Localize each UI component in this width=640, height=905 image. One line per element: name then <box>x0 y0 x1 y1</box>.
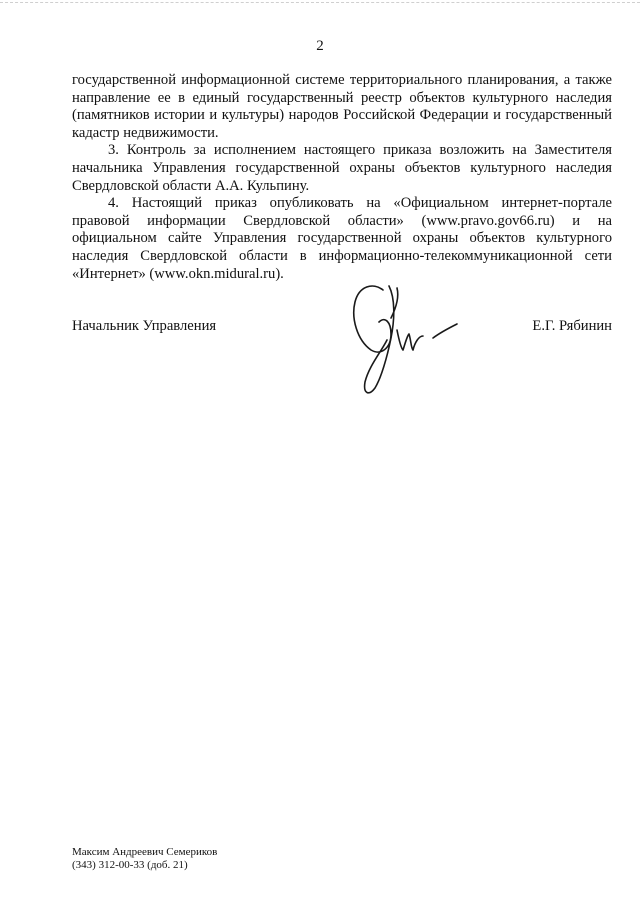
page-number: 2 <box>316 38 324 54</box>
handwritten-signature <box>345 278 465 413</box>
signer-position: Начальник Управления <box>72 318 217 334</box>
document-body <box>72 72 612 283</box>
executor-info <box>72 846 217 872</box>
signer-name: Е.Г. Рябинин <box>532 318 612 334</box>
scan-edge-line <box>0 2 640 3</box>
paragraph-item-4: 4. Настоящий приказ опубликовать на «Официальном интернет-портале правовой информации Свердловской области» (www.pravo.gov66.ru) и на официальном сайте Управления государственной охраны объектов культурного наследия Свердловской области в информационно-телекоммуникационной сети «Интернет» (www.okn.midural.ru). <box>72 195 612 282</box>
executor-phone: (343) 312-00-33 (доб. 21) <box>72 859 188 871</box>
executor-name: Максим Андреевич Семериков <box>72 846 218 858</box>
paragraph-item-3: 3. Контроль за исполнением настоящего приказа возложить на Заместителя начальника Управления государственной охраны объектов культурного наследия Свердловской области А.А. Кульпину. <box>72 142 612 194</box>
paragraph-continuation: государственной информационной системе территориального планирования, а также направление ее в единый государственный реестр объектов культурного наследия (памятников истории и культуры) народов Российской Федерации и государственный кадастр недвижимости. <box>72 72 612 141</box>
